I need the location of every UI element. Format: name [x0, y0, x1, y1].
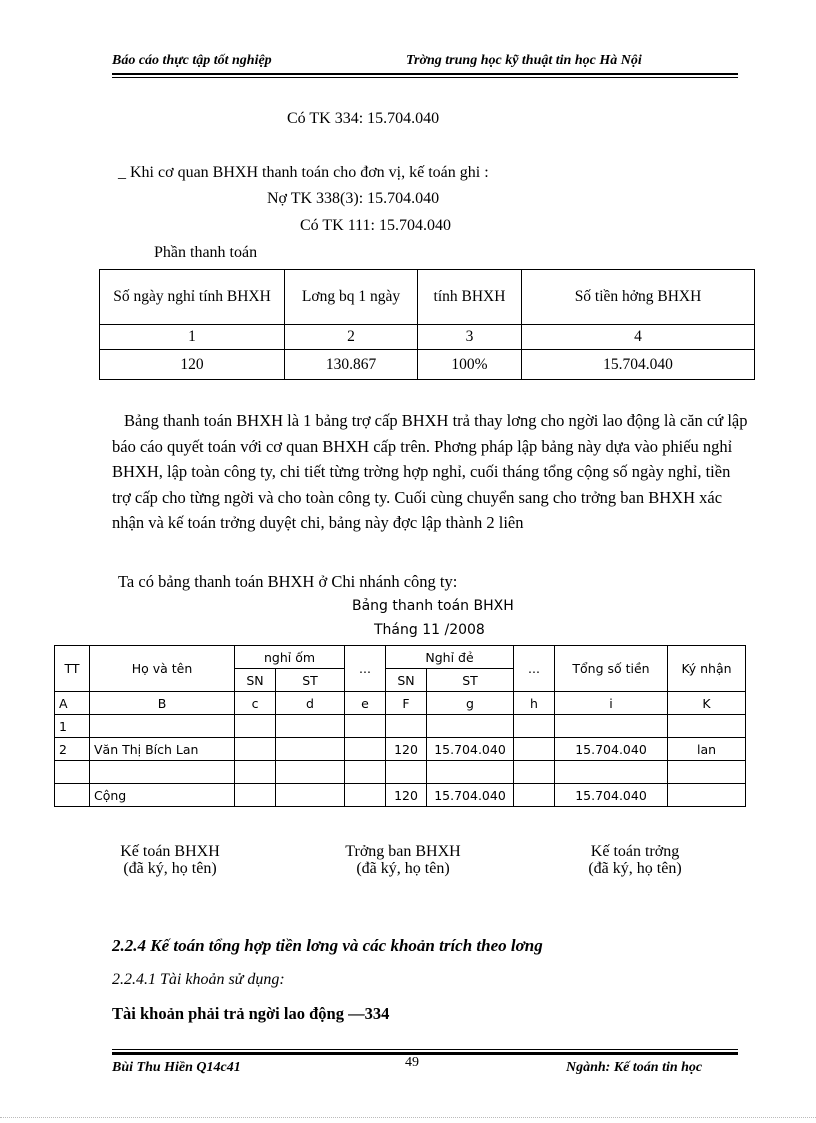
- t2-cell: [235, 784, 276, 807]
- signature-title: Kế toán BHXH: [120, 843, 220, 860]
- t2-cell: [514, 738, 555, 761]
- t2-cell: [555, 761, 668, 784]
- t2-subheader-sn: SN: [386, 669, 427, 692]
- table2-month: Tháng 11 /2008: [374, 622, 485, 638]
- t2-cell-tt: [55, 761, 90, 784]
- signature-note: (đã ký, họ tên): [588, 860, 682, 877]
- t1-index-cell: 1: [100, 325, 285, 350]
- bhxh-payment-table: [54, 645, 746, 807]
- page-edge: [0, 1117, 816, 1118]
- footer-right: Ngành: Kế toán tin học: [566, 1060, 703, 1075]
- t2-cell: [427, 761, 514, 784]
- t2-cell-name: Cộng: [90, 784, 235, 807]
- t2-cell: [276, 761, 345, 784]
- t2-cell: [276, 738, 345, 761]
- t1-data-cell: 15.704.040: [522, 350, 755, 380]
- table-row: [55, 738, 746, 761]
- t2-letter-cell: e: [345, 692, 386, 715]
- t2-subheader-sn: SN: [235, 669, 276, 692]
- t2-letter-cell: c: [235, 692, 276, 715]
- entry-credit-111: Có TK 111: 15.704.040: [300, 217, 451, 234]
- signature-note: (đã ký, họ tên): [356, 860, 450, 877]
- entry-intro: _ Khi cơ quan BHXH thanh toán cho đơn vị, kế toán ghi :: [118, 164, 489, 181]
- t2-cell: [514, 715, 555, 738]
- signature-title: Kế toán trởng: [590, 843, 680, 860]
- t2-cell: 120: [386, 784, 427, 807]
- table-row: [55, 715, 746, 738]
- t2-cell: [555, 715, 668, 738]
- t2-cell: [276, 784, 345, 807]
- t2-cell: [668, 761, 746, 784]
- t2-cell: [668, 715, 746, 738]
- section-heading: 2.2.4 Kế toán tổng hợp tiền lơng và các khoản trích theo lơng: [112, 936, 543, 955]
- t2-cell-name: [90, 715, 235, 738]
- entry-debit-338: Nợ TK 338(3): 15.704.040: [267, 190, 440, 207]
- t2-cell: [345, 784, 386, 807]
- t2-cell: 15.704.040: [555, 784, 668, 807]
- table-row-total: [55, 784, 746, 807]
- footer-rule: [112, 1052, 738, 1055]
- t2-cell: 15.704.040: [427, 784, 514, 807]
- t2-cell: [276, 715, 345, 738]
- t2-letter-cell: i: [555, 692, 668, 715]
- header-left: Báo cáo thực tập tốt nghiệp: [112, 53, 272, 68]
- t1-data-cell: 130.867: [285, 350, 418, 380]
- t2-header-sick: nghỉ ốm: [235, 646, 345, 669]
- intro-line: Ta có bảng thanh toán BHXH ở Chi nhánh công ty:: [118, 572, 458, 591]
- signature-title: Trởng ban BHXH: [345, 843, 461, 860]
- t2-letter-cell: B: [90, 692, 235, 715]
- t2-cell: [345, 738, 386, 761]
- t2-header-maternity: Nghỉ đẻ: [386, 646, 514, 669]
- t2-cell-name: Văn Thị Bích Lan: [90, 738, 235, 761]
- t2-cell: [345, 761, 386, 784]
- table-row: [55, 761, 746, 784]
- t1-header-amount: Số tiền hởng BHXH: [522, 270, 755, 325]
- t2-cell: [668, 784, 746, 807]
- t2-header-total: Tổng số tiền: [555, 646, 668, 692]
- account-title: Tài khoản phải trả ngời lao động —334: [112, 1004, 390, 1023]
- signature-block: [95, 843, 245, 877]
- t1-data-cell: 100%: [418, 350, 522, 380]
- footer-rule-thin: [112, 1049, 738, 1050]
- table2-title: Bảng thanh toán BHXH: [352, 598, 514, 614]
- t2-letter-cell: K: [668, 692, 746, 715]
- signature-block: [560, 843, 710, 877]
- payment-summary-table: [99, 269, 755, 380]
- t2-cell-tt: [55, 784, 90, 807]
- page-number: 49: [405, 1055, 419, 1070]
- signature-block: [318, 843, 488, 877]
- entry-credit-334: Có TK 334: 15.704.040: [287, 110, 440, 127]
- t2-cell: 15.704.040: [427, 738, 514, 761]
- t2-letter-cell: F: [386, 692, 427, 715]
- t2-header-dots: ...: [345, 646, 386, 692]
- t2-letter-cell: d: [276, 692, 345, 715]
- t2-cell: 120: [386, 738, 427, 761]
- t2-header-dots: ...: [514, 646, 555, 692]
- t2-cell: [235, 738, 276, 761]
- t2-subheader-st: ST: [276, 669, 345, 692]
- t1-header-days: Số ngày nghỉ tính BHXH: [100, 270, 285, 325]
- t2-header-sign: Ký nhận: [668, 646, 746, 692]
- t2-cell-name: [90, 761, 235, 784]
- t1-header-daily-wage: Lơng bq 1 ngày: [285, 270, 418, 325]
- t2-cell-tt: 1: [55, 715, 90, 738]
- t1-index-cell: 4: [522, 325, 755, 350]
- t2-letter-cell: A: [55, 692, 90, 715]
- t2-cell: 15.704.040: [555, 738, 668, 761]
- t2-cell: [386, 715, 427, 738]
- t2-cell: [235, 715, 276, 738]
- header-rule: [112, 73, 738, 75]
- t2-cell-tt: 2: [55, 738, 90, 761]
- t2-subheader-st: ST: [427, 669, 514, 692]
- t1-data-cell: 120: [100, 350, 285, 380]
- t2-cell: [514, 784, 555, 807]
- t2-header-name: Họ và tên: [90, 646, 235, 692]
- footer-left: Bùi Thu Hiền Q14c41: [112, 1060, 241, 1075]
- header-rule-thin: [112, 77, 738, 78]
- t2-cell: lan: [668, 738, 746, 761]
- table1-caption: Phần thanh toán: [154, 244, 258, 261]
- t2-cell: [514, 761, 555, 784]
- section-subheading: 2.2.4.1 Tài khoản sử dụng:: [112, 971, 285, 988]
- t2-header-tt: TT: [55, 646, 90, 692]
- t2-letter-cell: g: [427, 692, 514, 715]
- t2-cell: [427, 715, 514, 738]
- t2-cell: [386, 761, 427, 784]
- explanation-paragraph: Bảng thanh toán BHXH là 1 bảng trợ cấp BHXH trả thay lơng cho ngời lao động là căn cứ lập báo cáo quyết toán với cơ quan BHXH cấp trên. Phơng pháp lập bảng này dựa vào phiếu nghỉ BHXH, lập toàn công ty, chi tiết từng trờng hợp nghỉ, cuối tháng tổng cộng số ngày nghỉ, tiền trợ cấp cho từng ngời và cho toàn công ty. Cuối cùng chuyển sang cho trởng ban BHXH xác nhận và kế toán trởng duyệt chi, bảng này đợc lập thành 2 liên: [112, 411, 748, 532]
- t2-letter-cell: h: [514, 692, 555, 715]
- header-right: Trờng trung học kỹ thuật tin học Hà Nội: [406, 53, 642, 68]
- t2-cell: [235, 761, 276, 784]
- t1-index-cell: 3: [418, 325, 522, 350]
- t1-index-cell: 2: [285, 325, 418, 350]
- t2-cell: [345, 715, 386, 738]
- signature-note: (đã ký, họ tên): [123, 860, 217, 877]
- t1-header-rate: tính BHXH: [418, 270, 522, 325]
